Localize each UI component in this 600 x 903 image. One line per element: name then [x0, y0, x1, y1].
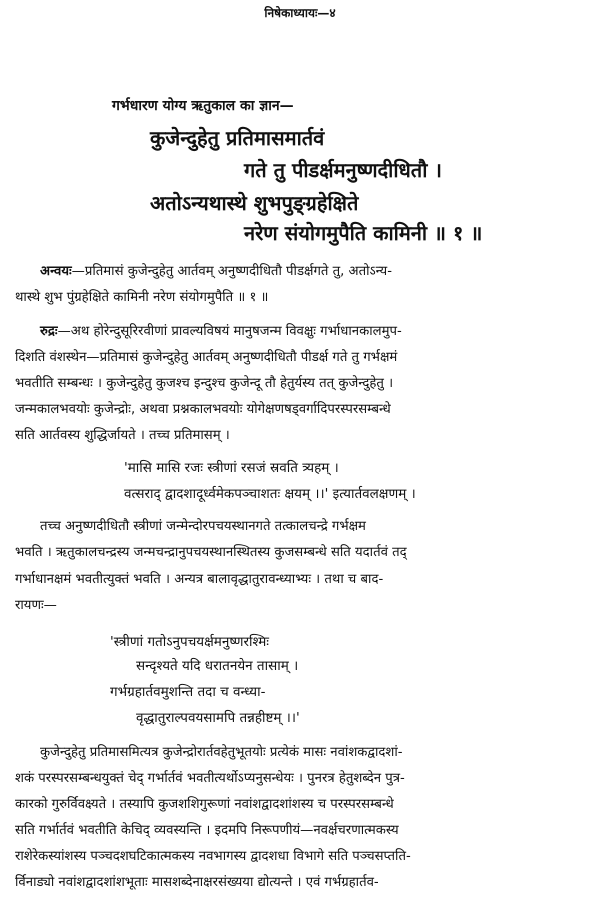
paragraph-line: राशेरेकस्यांशस्य पञ्चदशघटिकात्मकस्य नवभागस्य द्वादशधा विभागे सति पञ्चसप्तति-	[15, 849, 411, 864]
commentary-line: भवतीति सम्बन्धः । कुजेन्दुहेतु कुजश्च इन्दुश्च कुजेन्दू तौ हेतुर्यस्य तत् कुजेन्दुहेतु ।	[15, 376, 394, 391]
quote-line: 'स्त्रीणां गतोऽनुपचयर्क्षमनुष्णरश्मिः	[110, 634, 270, 650]
quote-line: 'मासि मासि रजः स्त्रीणां रसजं स्रवति त्र्यहम् ।	[124, 460, 339, 476]
chapter-title: निषेकाध्यायः—४	[264, 6, 336, 20]
verse-line: अतोऽन्यथास्थे शुभपुङ्ग्रहेक्षिते	[150, 191, 359, 215]
quote-line: वृद्धातुराल्पवयसामपि तन्नहीष्टम् ।।'	[136, 710, 300, 726]
paragraph-line: भवति । ऋतुकालचन्द्रस्य जन्मचन्द्रानुपचयस्थानस्थितस्य कुजसम्बन्धे सति यदार्तवं तद्	[15, 545, 407, 560]
commentary-text: —अथ होरेन्दुसूरिरवीणां प्रावल्यविषयं मानुषजन्म विवक्षुः गर्भाधानकालमुप-	[57, 324, 402, 339]
section-heading: गर्भधारण योग्य ऋतुकाल का ज्ञान—	[112, 98, 294, 114]
paragraph-line: रायणः—	[15, 598, 57, 613]
paragraph-line: कुजेन्दुहेतु प्रतिमासमित्यत्र कुजेन्द्रोरार्तवहेतुभूतयोः प्रत्येकं मासः नवांशकद्वादशां-	[40, 745, 403, 760]
paragraph-line: शकं परस्परसम्बन्धयुक्तं चेद् गर्भार्तवं भवतीत्यर्थोऽप्यनुसन्धेयः । पुनरत्र हेतुशब्देन पुत्र-	[15, 771, 405, 786]
paragraph-line: तच्च अनुष्णदीधितौ स्त्रीणां जन्मेन्दोरपचयस्थानगते तत्कालचन्द्रे गर्भक्षम	[40, 519, 366, 534]
quote-line: वत्सराद् द्वादशादूर्ध्वमेकपञ्चाशतः क्षयम् ।।' इत्यार्तवलक्षणम् ।	[124, 486, 416, 502]
quote-line: गर्भग्रहार्तवमुशन्ति तदा च वन्ध्या-	[110, 684, 266, 700]
verse-line: गते तु पीडर्क्षमनुष्णदीधितौ ।	[244, 158, 442, 182]
commentary-line: जन्मकालभवयोः कुजेन्द्रोः, अथवा प्रश्नकालभवयोः योगेक्षणषड्वर्गादिपरस्परसम्बन्धे	[15, 402, 391, 417]
verse-line: नरेण संयोगमुपैति कामिनी ॥ १ ॥	[244, 221, 483, 245]
paragraph-line: कारको गुरुर्विवक्ष्यते । तस्यापि कुजशशिगुरूणां नवांशद्वादशांशस्य च परस्परसम्बन्धे	[15, 797, 394, 812]
commentary-line	[40, 321, 402, 339]
anvaya-line	[40, 261, 392, 279]
anvaya-text: —प्रतिमासं कुजेन्दुहेतु आर्तवम् अनुष्णदीधितौ पीडर्क्षगते तु, अतोऽन्य-	[71, 264, 392, 279]
quote-line: सन्दृश्यते यदि धरातनयेन तासाम् ।	[136, 658, 299, 674]
commentary-label: रुद्रः	[40, 324, 58, 339]
commentary-line: सति आर्तवस्य शुद्धिर्जायते । तच्च प्रतिमासम् ।	[15, 428, 230, 443]
paragraph-line: र्विनाड्यो नवांशद्वादशांशभूताः मासशब्देनाक्षरसंख्यया द्योत्यन्ते । एवं गर्भग्रहार्तव-	[15, 875, 379, 890]
paragraph-line: गर्भाधानक्षमं भवतीत्युक्तं भवति । अन्यत्र बालावृद्धातुरावन्ध्याभ्यः । तथा च बाद-	[15, 572, 384, 587]
paragraph-line: सति गर्भार्तवं भवतीति केचिद् व्यवस्यन्ति । इदमपि निरूपणीयं—नवर्क्षचरणात्मकस्य	[15, 823, 399, 838]
anvaya-line: थास्थे शुभ पुंग्रहेक्षिते कामिनी नरेण संयोगमुपैति ॥ १ ॥	[15, 290, 269, 305]
commentary-line: दिशति वंशस्थेन—प्रतिमासं कुजेन्दुहेतु आर्तवम् अनुष्णदीधितौ पीडर्क्ष गते तु गर्भक्षमं	[15, 350, 398, 365]
anvaya-label: अन्वयः	[40, 264, 72, 279]
verse-line: कुजेन्दुहेतु प्रतिमासमार्तवं	[150, 126, 325, 150]
